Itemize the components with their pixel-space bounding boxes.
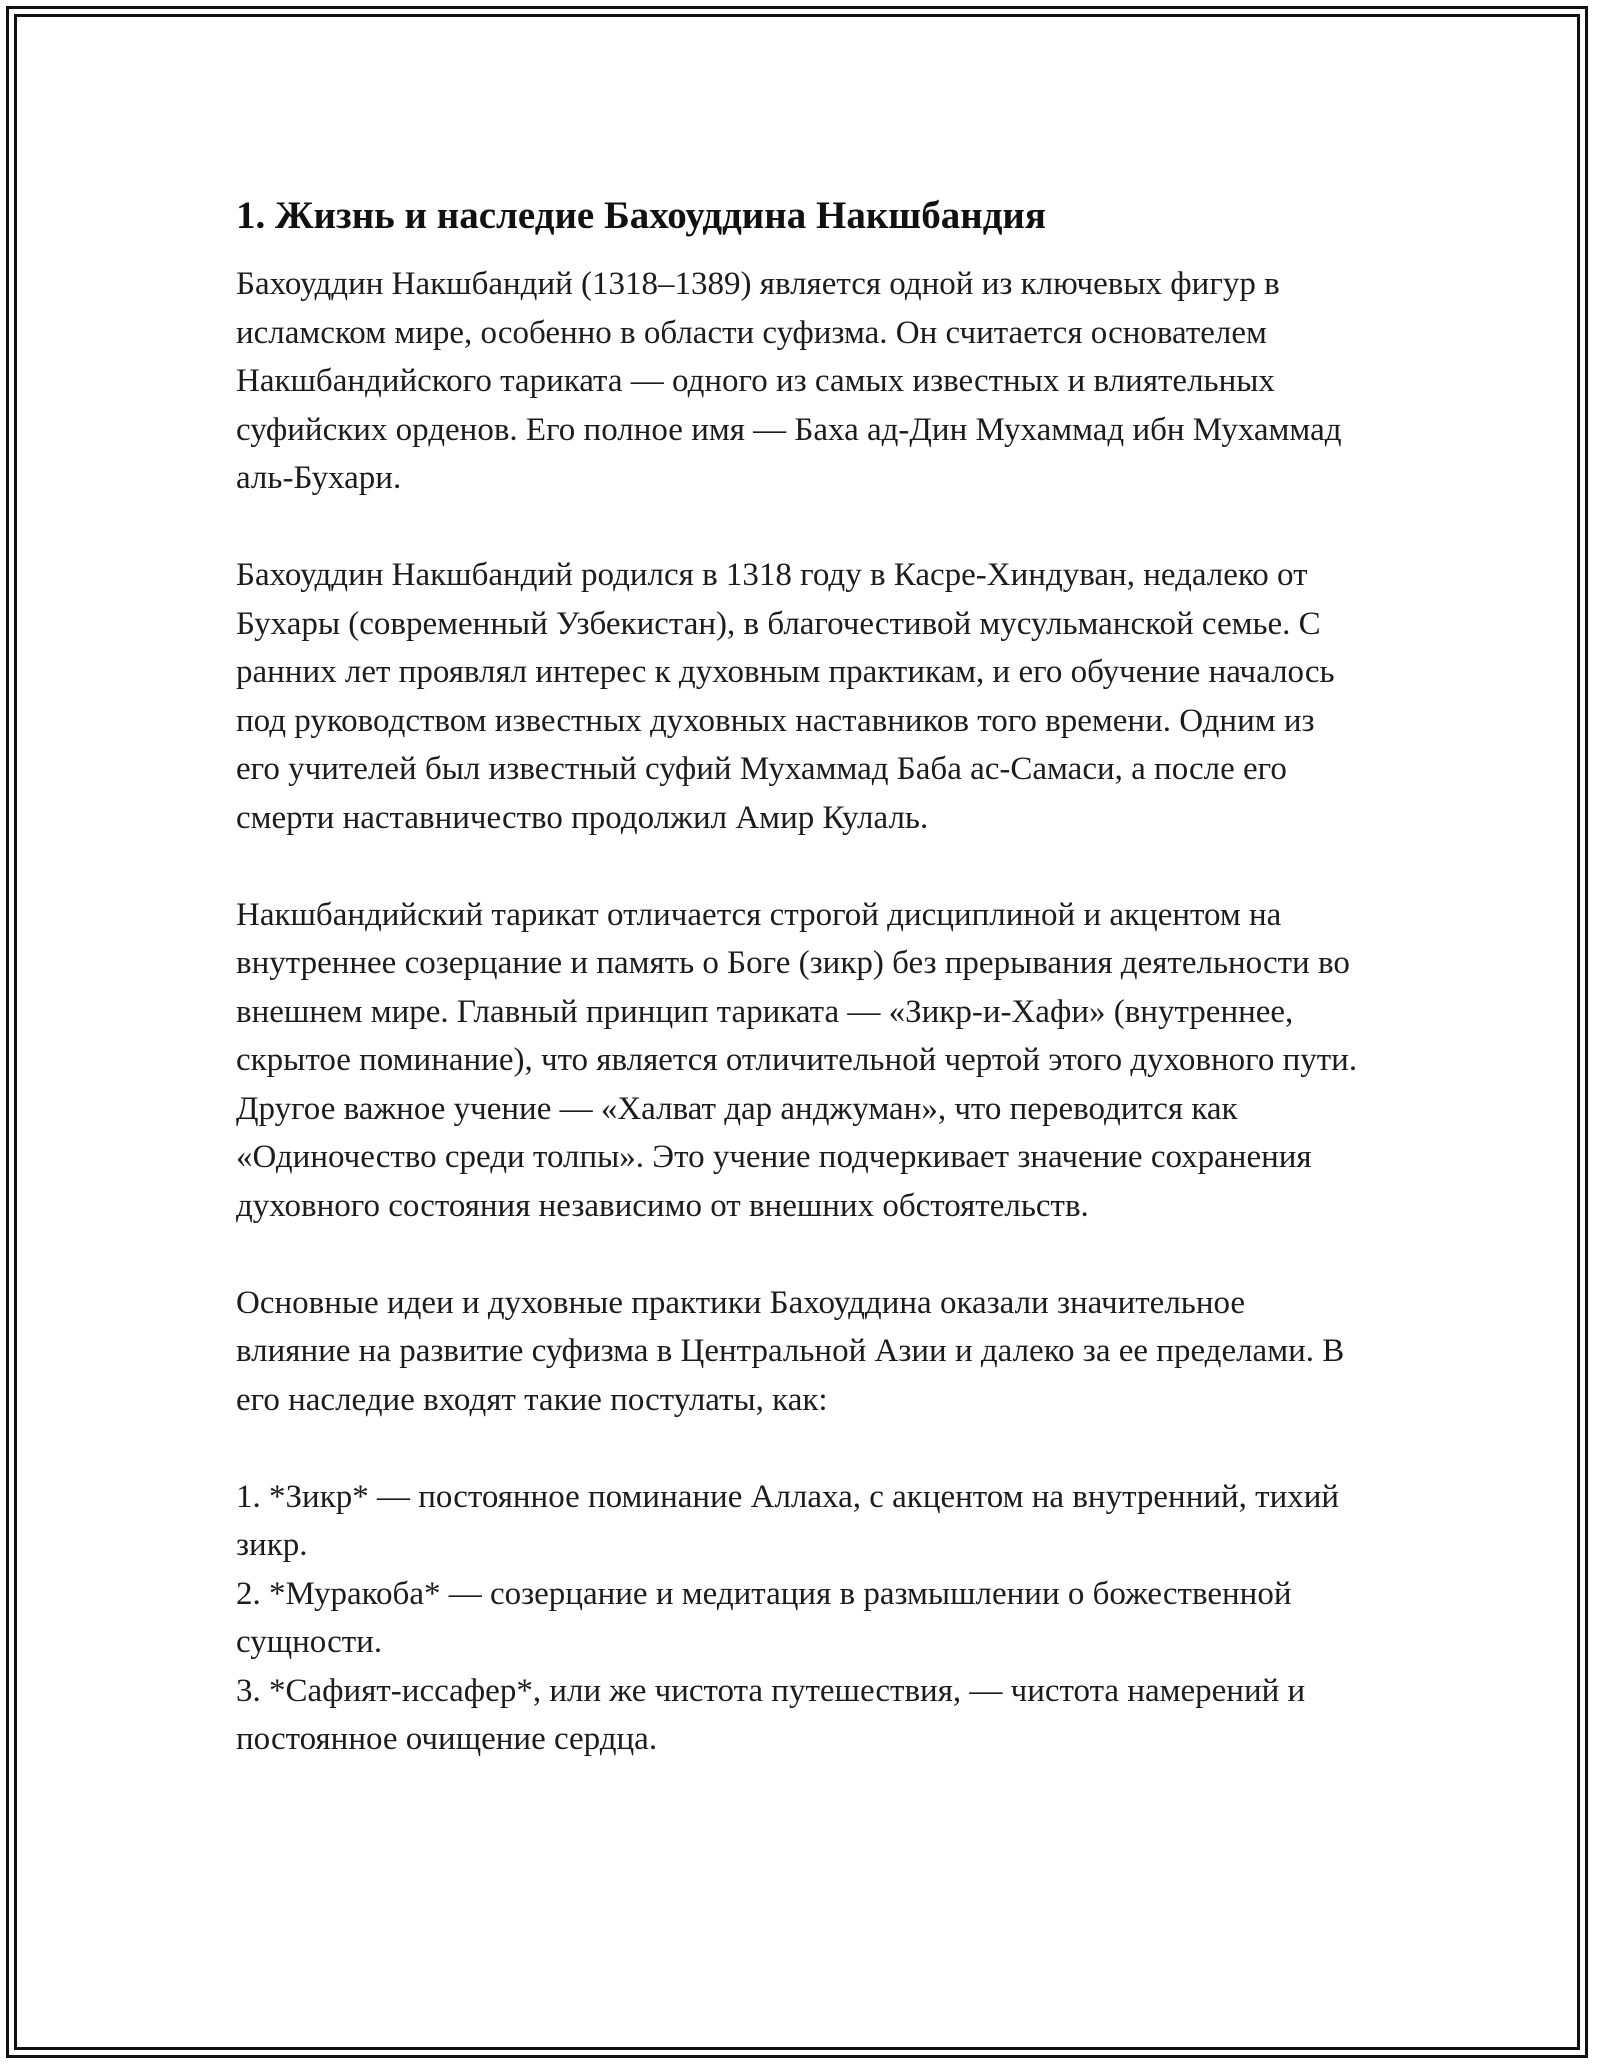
list-item: 2. *Муракоба* — созерцание и медитация в размышлении о божественной сущности. bbox=[236, 1575, 1292, 1660]
document-body bbox=[236, 188, 1366, 1764]
list-item: 3. *Сафият-иссафер*, или же чистота путешествия, — чистота намерений и постоянное очищение сердца. bbox=[236, 1672, 1306, 1757]
paragraph-legacy: Основные идеи и духовные практики Бахоуддина оказали значительное влияние на развитие суфизма в Центральной Азии и далеко за ее пределами. В его наследие входят такие постулаты, как: bbox=[236, 1284, 1345, 1418]
section-heading: 1. Жизнь и наследие Бахоуддина Накшбандия bbox=[236, 194, 1046, 237]
paragraph-tariqa-principles: Накшбандийский тарикат отличается строгой дисциплиной и акцентом на внутреннее созерцание и память о Боге (зикр) без прерывания деятельности во внешнем мире. Главный принцип тариката — «Зикр-и-Хафи» (внутреннее, скрытое поминание), что является отличительной чертой этого духовного пути. Другое важное учение — «Халват дар анджуман», что переводится как «Одиночество среди толпы». Это учение подчеркивает значение сохранения духовного состояния независимо от внешних обстоятельств. bbox=[236, 896, 1358, 1224]
postulates-list bbox=[236, 1473, 1366, 1764]
list-item: 1. *Зикр* — постоянное поминание Аллаха, с акцентом на внутренний, тихий зикр. bbox=[236, 1478, 1340, 1563]
paragraph-early-life: Бахоуддин Накшбандий родился в 1318 году в Касре-Хиндуван, недалеко от Бухары (современный Узбекистан), в благочестивой мусульманской семье. С ранних лет проявлял интерес к духовным практикам, и его обучение началось под руководством известных духовных наставников того времени. Одним из его учителей был известный суфий Мухаммад Баба ас-Самаси, а после его смерти наставничество продолжил Амир Кулаль. bbox=[236, 557, 1335, 836]
paragraph-biography-intro: Бахоуддин Накшбандий (1318–1389) является одной из ключевых фигур в исламском мире, особенно в области суфизма. Он считается основателем Накшбандийского тариката — одного из самых известных и влиятельных суфийских орденов. Его полное имя — Баха ад-Дин Мухаммад ибн Мухаммад аль-Бухари. bbox=[236, 266, 1342, 496]
